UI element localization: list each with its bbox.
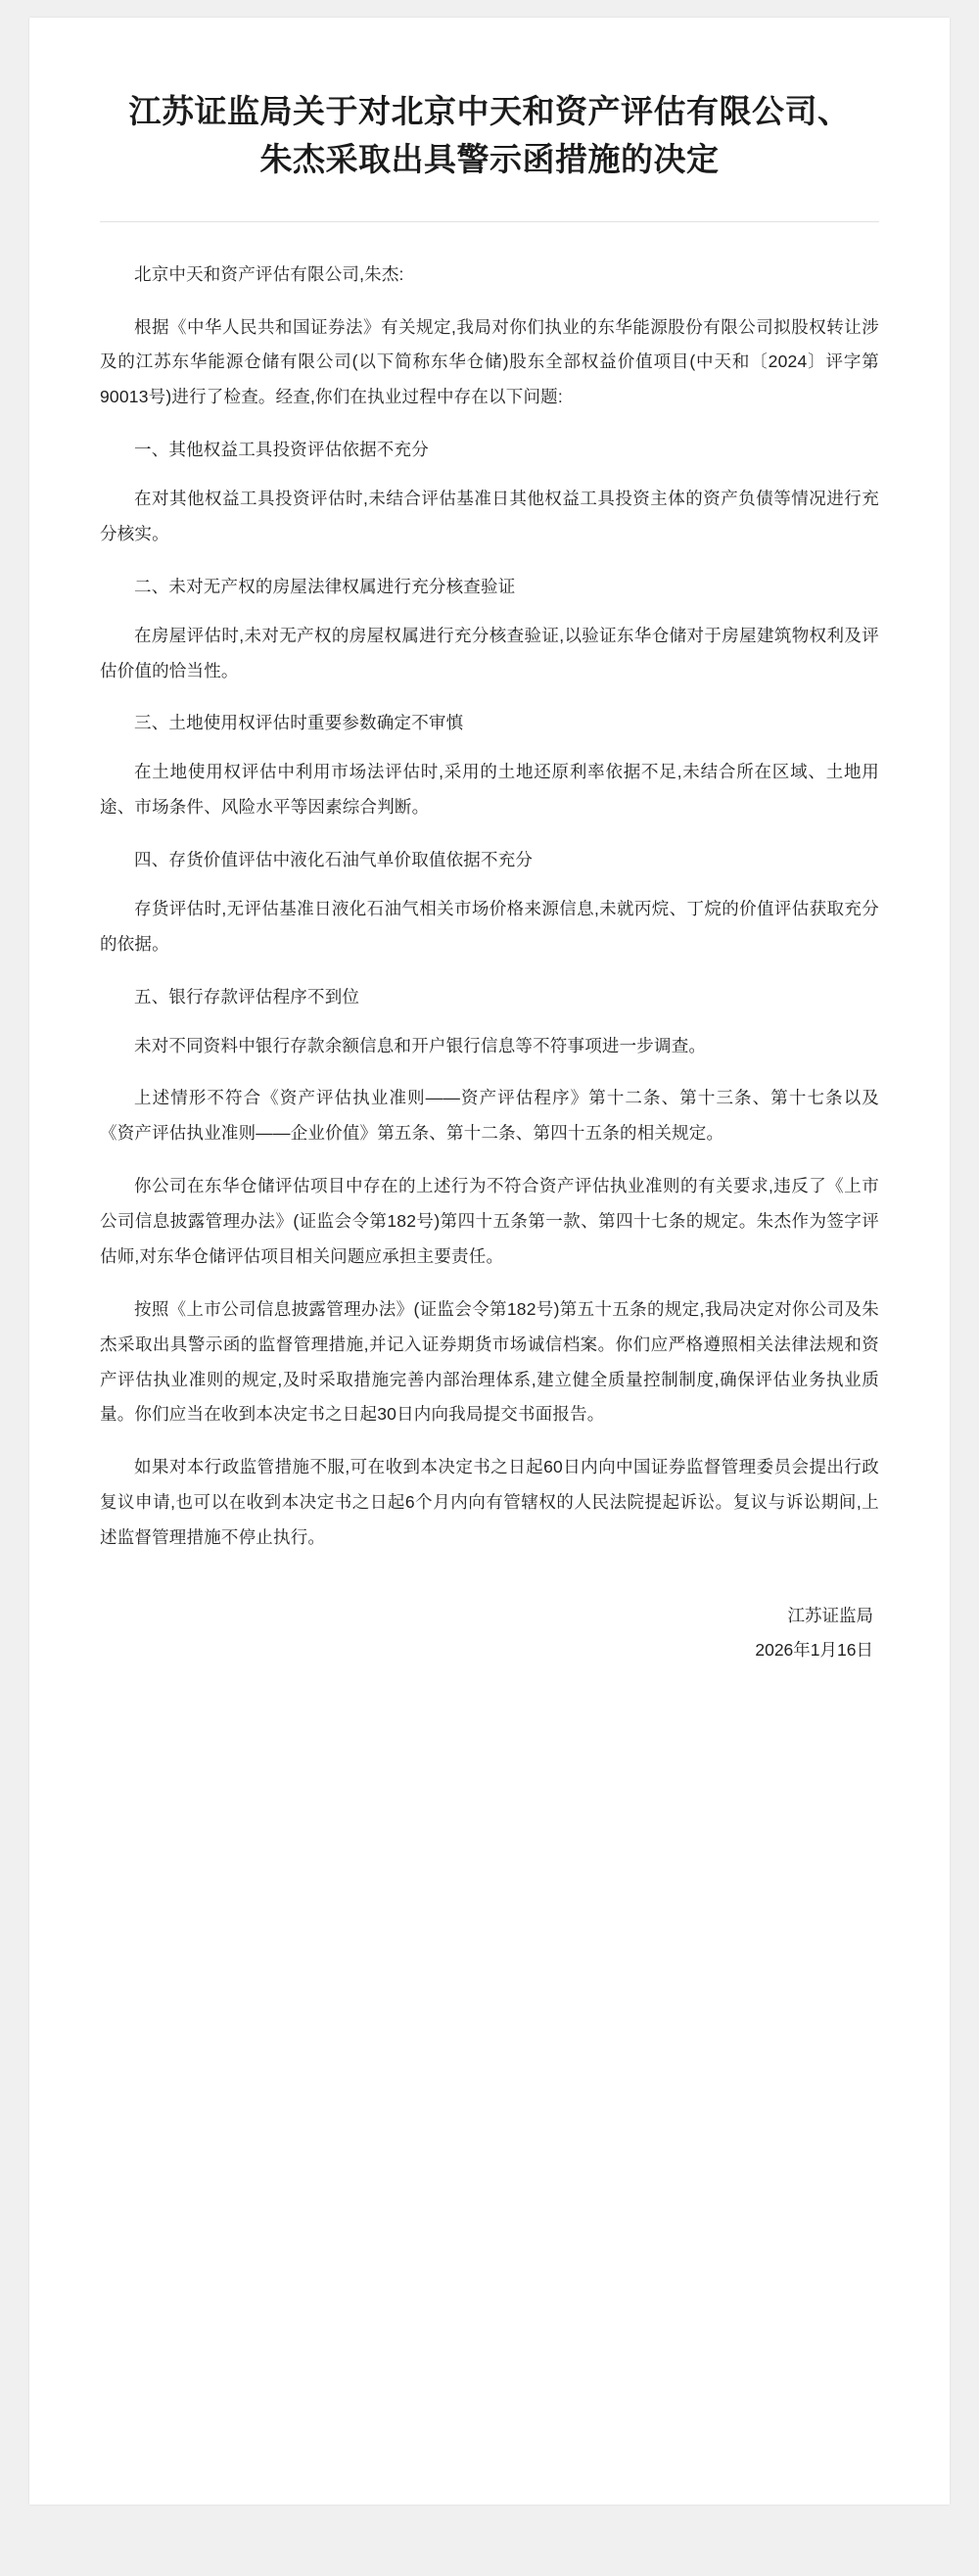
paragraph-intro: 根据《中华人民共和国证券法》有关规定,我局对你们执业的东华能源股份有限公司拟股权转让涉及的江苏东华能源仓储有限公司(以下简称东华仓储)股东全部权益价值项目(中天和〔2024〕评字第90013号)进行了检查。经查,你们在执业过程中存在以下问题: <box>100 316 879 407</box>
section-body-2: 在房屋评估时,未对无产权的房屋权属进行充分核查验证,以验证东华仓储对于房屋建筑物权利及评估价值的恰当性。 <box>100 625 879 680</box>
section-heading-5: 五、银行存款评估程序不到位 <box>134 986 360 1007</box>
paragraph-decision: 按照《上市公司信息披露管理办法》(证监会令第182号)第五十五条的规定,我局决定对你公司及朱杰采取出具警示函的监督管理措施,并记入证券期货市场诚信档案。你们应严格遵照相关法律法规和资产评估执业准则的规定,及时采取措施完善内部治理体系,建立健全质量控制制度,确保评估业务执业质量。你们应当在收到本决定书之日起30日内向我局提交书面报告。 <box>100 1298 879 1425</box>
paragraph-addressee: 北京中天和资产评估有限公司,朱杰: <box>134 263 404 284</box>
section-heading-4: 四、存货价值评估中液化石油气单价取值依据不充分 <box>134 850 534 870</box>
signature-issuer: 江苏证监局 <box>787 1605 873 1625</box>
section-body-5: 未对不同资料中银行存款余额信息和开户银行信息等不符事项进一步调查。 <box>134 1035 707 1055</box>
section-body-3: 在土地使用权评估中利用市场法评估时,采用的土地还原利率依据不足,未结合所在区域、土地用途、市场条件、风险水平等因素综合判断。 <box>100 762 879 818</box>
document-paper <box>29 18 950 2505</box>
section-body-1: 在对其他权益工具投资评估时,未结合评估基准日其他权益工具投资主体的资产负债等情况进行充分核实。 <box>100 489 879 543</box>
signature-block <box>100 1599 879 1667</box>
section-heading-3: 三、土地使用权评估时重要参数确定不审慎 <box>134 713 464 733</box>
paragraph-violations-summary: 上述情形不符合《资产评估执业准则——资产评估程序》第十二条、第十三条、第十七条以及《资产评估执业准则——企业价值》第五条、第十二条、第四十五条的相关规定。 <box>100 1088 879 1144</box>
document-body <box>100 258 879 1556</box>
section-heading-2: 二、未对无产权的房屋法律权属进行充分核查验证 <box>134 576 516 596</box>
title-divider <box>100 221 879 222</box>
signature-date: 2026年1月16日 <box>755 1639 873 1660</box>
section-body-4: 存货评估时,无评估基准日液化石油气相关市场价格来源信息,未就丙烷、丁烷的价值评估获取充分的依据。 <box>100 898 879 954</box>
section-heading-1: 一、其他权益工具投资评估依据不充分 <box>134 440 429 460</box>
page-title: 江苏证监局关于对北京中天和资产评估有限公司、朱杰采取出具警示函措施的决定 <box>128 93 851 177</box>
paragraph-appeal: 如果对本行政监管措施不服,可在收到本决定书之日起60日内向中国证券监督管理委员会提出行政复议申请,也可以在收到本决定书之日起6个月内向有管辖权的人民法院提起诉讼。复议与诉讼期间,上述监督管理措施不停止执行。 <box>100 1457 879 1548</box>
paragraph-responsibility: 你公司在东华仓储评估项目中存在的上述行为不符合资产评估执业准则的有关要求,违反了《上市公司信息披露管理办法》(证监会令第182号)第四十五条第一款、第四十七条的规定。朱杰作为签字评估师,对东华仓储评估项目相关问题应承担主要责任。 <box>100 1176 879 1266</box>
